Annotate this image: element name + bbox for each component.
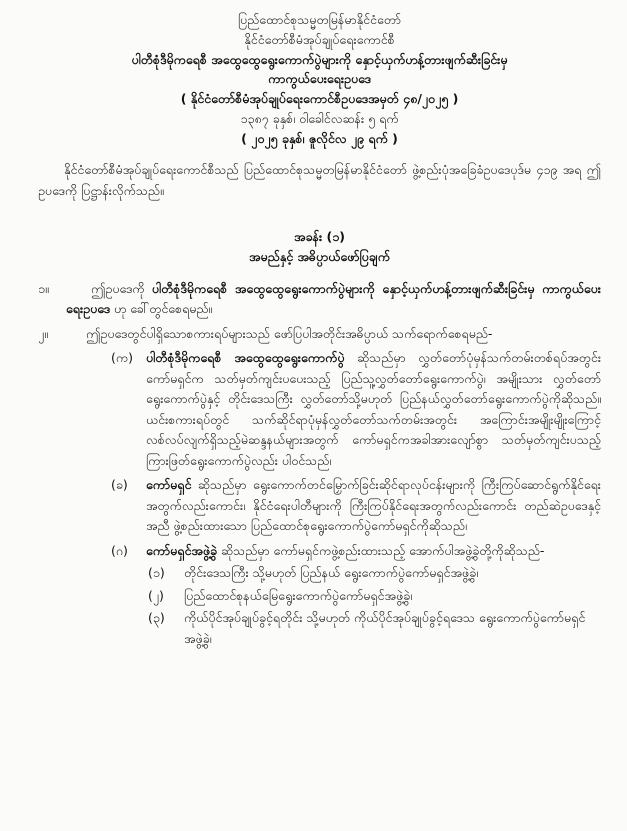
law-title-continued: ကာကွယ်ပေးရေးဥပဒေ <box>268 71 371 87</box>
item-number: (က) <box>111 350 133 366</box>
item-number: (ခ) <box>111 477 128 493</box>
sub-item <box>38 586 601 607</box>
country-name: ပြည်ထောင်စုသမ္မတမြန်မာနိုင်ငံတော် <box>237 12 402 27</box>
definition-item <box>38 348 601 471</box>
sub-item-number: (၂) <box>148 587 164 603</box>
chapter-number: အခန်း (၁) <box>294 228 345 244</box>
sub-item-text: ကိုယ်ပိုင်အုပ်ချုပ်ခွင့်ရတိုင်း သို့မဟုတ် ကိုယ်ပိုင်အုပ်ချုပ်ခွင့်ရဒေသ ရွေးကောက်ပွဲကော်မရှင်အဖွဲ့ခွဲ၊ <box>184 610 586 646</box>
chapter-title: အမည်နှင့် အဓိပ္ပာယ်ဖော်ပြချက် <box>249 248 390 264</box>
defined-term: ပါတီစုံဒီမိုကရေစီ အထွေထွေရွေးကောက်ပွဲ <box>146 350 345 366</box>
section-2 <box>38 324 601 345</box>
sub-item <box>38 563 601 584</box>
preamble: နိုင်ငံတော်စီမံအုပ်ချုပ်ရေးကောင်စီသည် ပြည်ထောင်စုသမ္မတမြန်မာနိုင်ငံတော် ဖွဲ့စည်းပုံအခြေခံဥပဒေပုဒ်မ ၄၁၉ အရ ဤဥပဒေကို ပြဋ္ဌာန်းလိုက်သည်။ <box>38 161 601 198</box>
section-1 <box>38 279 601 320</box>
sub-item-number: (၁) <box>148 565 165 581</box>
law-title: ပါတီစုံဒီမိုကရေစီ အထွေထွေရွေးကောက်ပွဲများကို နှောင့်ယှက်ဟန့်တားဖျက်ဆီးခြင်းမှ <box>131 51 508 67</box>
section-text-lead: ဤဥပဒေကို <box>91 280 145 296</box>
definition-item <box>38 475 601 537</box>
sub-item <box>38 608 601 649</box>
definition-text: ဆိုသည်မှာ လွှတ်တော်ပုံမှန်သက်တမ်းတစ်ရပ်အတွင်း ကော်မရှင်က သတ်မှတ်ကျင်းပပေးသည့် ပြည်သူ့လွှတ်တော်ရွေးကောက်ပွဲ၊ အမျိုးသား လွှတ်တော်ရွေးကောက်ပွဲနှင့် တိုင်းဒေသကြီး လွှတ်တော်သို့မဟုတ် ပြည်နယ်လွှတ်တော်ရွေးကောက်ပွဲကိုဆိုသည်။ ယင်းစကားရပ်တွင် သက်ဆိုင်ရာပုံမှန်လွှတ်တော်သက်တမ်းအတွင်း အကြောင်းအမျိုးမျိုးကြောင့် လစ်လပ်လျက်ရှိသည့်မဲဆန္ဒနယ်များအတွက် ကော်မရှင်ကအခါအားလျော်စွာ သတ်မှတ်ကျင်းပသည့် ကြားဖြတ်ရွေးကောက်ပွဲလည်း ပါဝင်သည်၊ <box>146 350 601 468</box>
gregorian-date: ( ၂၀၂၅ ခုနှစ်၊ ဇူလိုင်လ ၂၉ ရက် ) <box>241 130 398 146</box>
chapter-heading <box>38 227 601 267</box>
item-number: (ဂ) <box>111 542 128 558</box>
sub-item-text: ပြည်ထောင်စုနယ်မြေရွေးကောက်ပွဲကော်မရှင်အဖွဲ့ခွဲ၊ <box>184 587 413 603</box>
sub-item-text: တိုင်းဒေသကြီး သို့မဟုတ် ပြည်နယ် ရွေးကောက်ပွဲကော်မရှင်အဖွဲ့ခွဲ၊ <box>184 565 479 581</box>
section-text: ဤဥပဒေတွင်ပါရှိသောစကားရပ်များသည် ဖော်ပြပါအတိုင်းအဓိပ္ပာယ် သက်ရောက်စေရမည်- <box>86 325 493 341</box>
council-name: နိုင်ငံတော်စီမံအုပ်ချုပ်ရေးကောင်စီ <box>244 31 395 47</box>
section-text-tail: ဟု ခေါ်တွင်စေရမည်။ <box>114 301 213 317</box>
definition-item <box>38 541 601 562</box>
defined-term: ကော်မရှင် <box>146 477 192 493</box>
sub-item-number: (၃) <box>148 610 165 626</box>
law-number: ( နိုင်ငံတော်စီမံအုပ်ချုပ်ရေးကောင်စီဥပဒေအမှတ် ၄၈/၂၀၂၅ ) <box>180 91 459 107</box>
section-number: ၁။ <box>38 280 49 296</box>
law-short-title: ပါတီစုံဒီမိုကရေစီ အထွေထွေရွေးကောက်ပွဲများကို နှောင့်ယှက်ဟန့်တားဖျက်ဆီးခြင်းမှ ကာကွယ်ပေးရေးဥပဒေ <box>66 280 601 317</box>
myanmar-date: ၁၃၈၇ ခုနှစ်၊ ဝါခေါင်လဆန်း ၅ ရက် <box>240 110 399 126</box>
definition-text: ဆိုသည်မှာ ရွေးကောက်တင်မြှောက်ခြင်းဆိုင်ရာလုပ်ငန်းများကို ကြီးကြပ်ဆောင်ရွက်နိုင်ရေးအတွက်လည်းကောင်း၊ နိုင်ငံရေးပါတီများကို ကြီးကြပ်နိုင်ရေးအတွက်လည်းကောင်း တည်ဆဲဥပဒေနှင့်အညီ ဖွဲ့စည်းထားသော ပြည်ထောင်စုရွေးကောက်ပွဲကော်မရှင်ကိုဆိုသည်၊ <box>146 477 601 534</box>
defined-term: ကော်မရှင်အဖွဲ့ခွဲ <box>146 542 218 558</box>
section-number: ၂။ <box>38 325 48 341</box>
document-header <box>38 10 601 149</box>
definition-text: ဆိုသည်မှာ ကော်မရှင်ကဖွဲ့စည်းထားသည့် အောက်ပါအဖွဲ့ခွဲတို့ကိုဆိုသည်- <box>221 542 545 558</box>
